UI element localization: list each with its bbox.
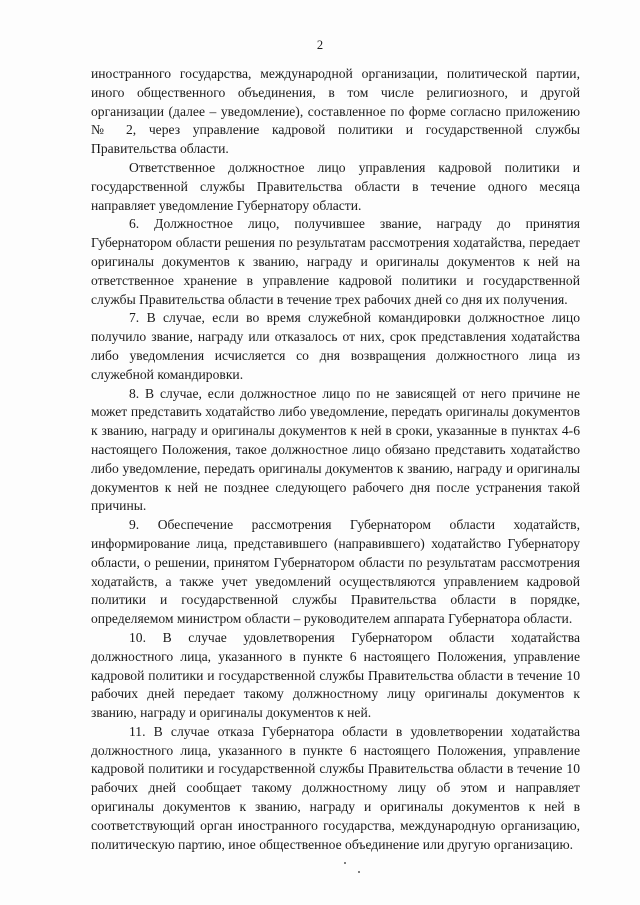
paragraph-item-10: 10. В случае удовлетворения Губернатором области ходатайства должностного лица, указанного в пункте 6 настоящего Положения, управление кадровой политики и государственной службы Правительства области в течение 10 рабочих дней передает такому должностному лицу оригиналы документов к званию, награду и оригиналы документов к ней. <box>91 629 580 721</box>
scan-speck <box>358 871 360 873</box>
paragraph-item-11: 11. В случае отказа Губернатора области в удовлетворении ходатайства должностного лица, указанного в пункте 6 настоящего Положения, управление кадровой политики и государственной службы Правительства области в течение 10 рабочих дней сообщает такому должностному лицу об этом и направляет оригиналы документов к званию, награду и оригиналы документов к ней в соответствующий орган иностранного государства, международную организацию, политическую партию, иное общественное объединение или другую организацию. <box>91 723 580 852</box>
document-body <box>91 65 580 854</box>
page-number: 2 <box>316 38 324 52</box>
paragraph-item-9: 9. Обеспечение рассмотрения Губернатором области ходатайств, информирование лица, представившего (направившего) ходатайство Губернатору области, о решении, принятом Губернатором области по результатам рассмотрения ходатайств, а также учет уведомлений осуществляются управлением кадровой политики и государственной службы Правительства области в порядке, определяемом министром области – руководителем аппарата Губернатора области. <box>91 517 580 627</box>
scan-speck <box>344 862 346 864</box>
paragraph-item-7: 7. В случае, если во время служебной командировки должностное лицо получило звание, награду или отказалось от них, срок представления ходатайства либо уведомления исчисляется со дня возвращения должностного лица из служебной командировки. <box>91 310 580 382</box>
paragraph-item-8: 8. В случае, если должностное лицо по не зависящей от него причине не может представить ходатайство либо уведомление, передать оригиналы документов к званию, награду и оригиналы документов к ней в сроки, указанные в пунктах 4-6 настоящего Положения, такое должностное лицо обязано представить ходатайство либо уведомление, передать оригиналы документов к званию, награду и оригиналы документов к ней не позднее следующего рабочего дня после устранения такой причины. <box>91 385 580 514</box>
paragraph-item-6: 6. Должностное лицо, получившее звание, награду до принятия Губернатором области решения по результатам рассмотрения ходатайства, передает оригиналы документов к званию, награду и оригиналы документов к ней на ответственное хранение в управление кадровой политики и государственной службы Правительства области в течение трех рабочих дней со дня их получения. <box>91 216 580 307</box>
paragraph-responsible-official: Ответственное должностное лицо управления кадровой политики и государственной службы Правительства области в течение одного месяца направляет уведомление Губернатору области. <box>91 159 580 213</box>
paragraph-continuation: иностранного государства, международной организации, политической партии, иного общественного объединения, в том числе религиозного, и другой организации (далее – уведомление), составленное по форме согласно приложению № 2, через управление кадровой политики и государственной службы Правительства области. <box>91 66 580 157</box>
